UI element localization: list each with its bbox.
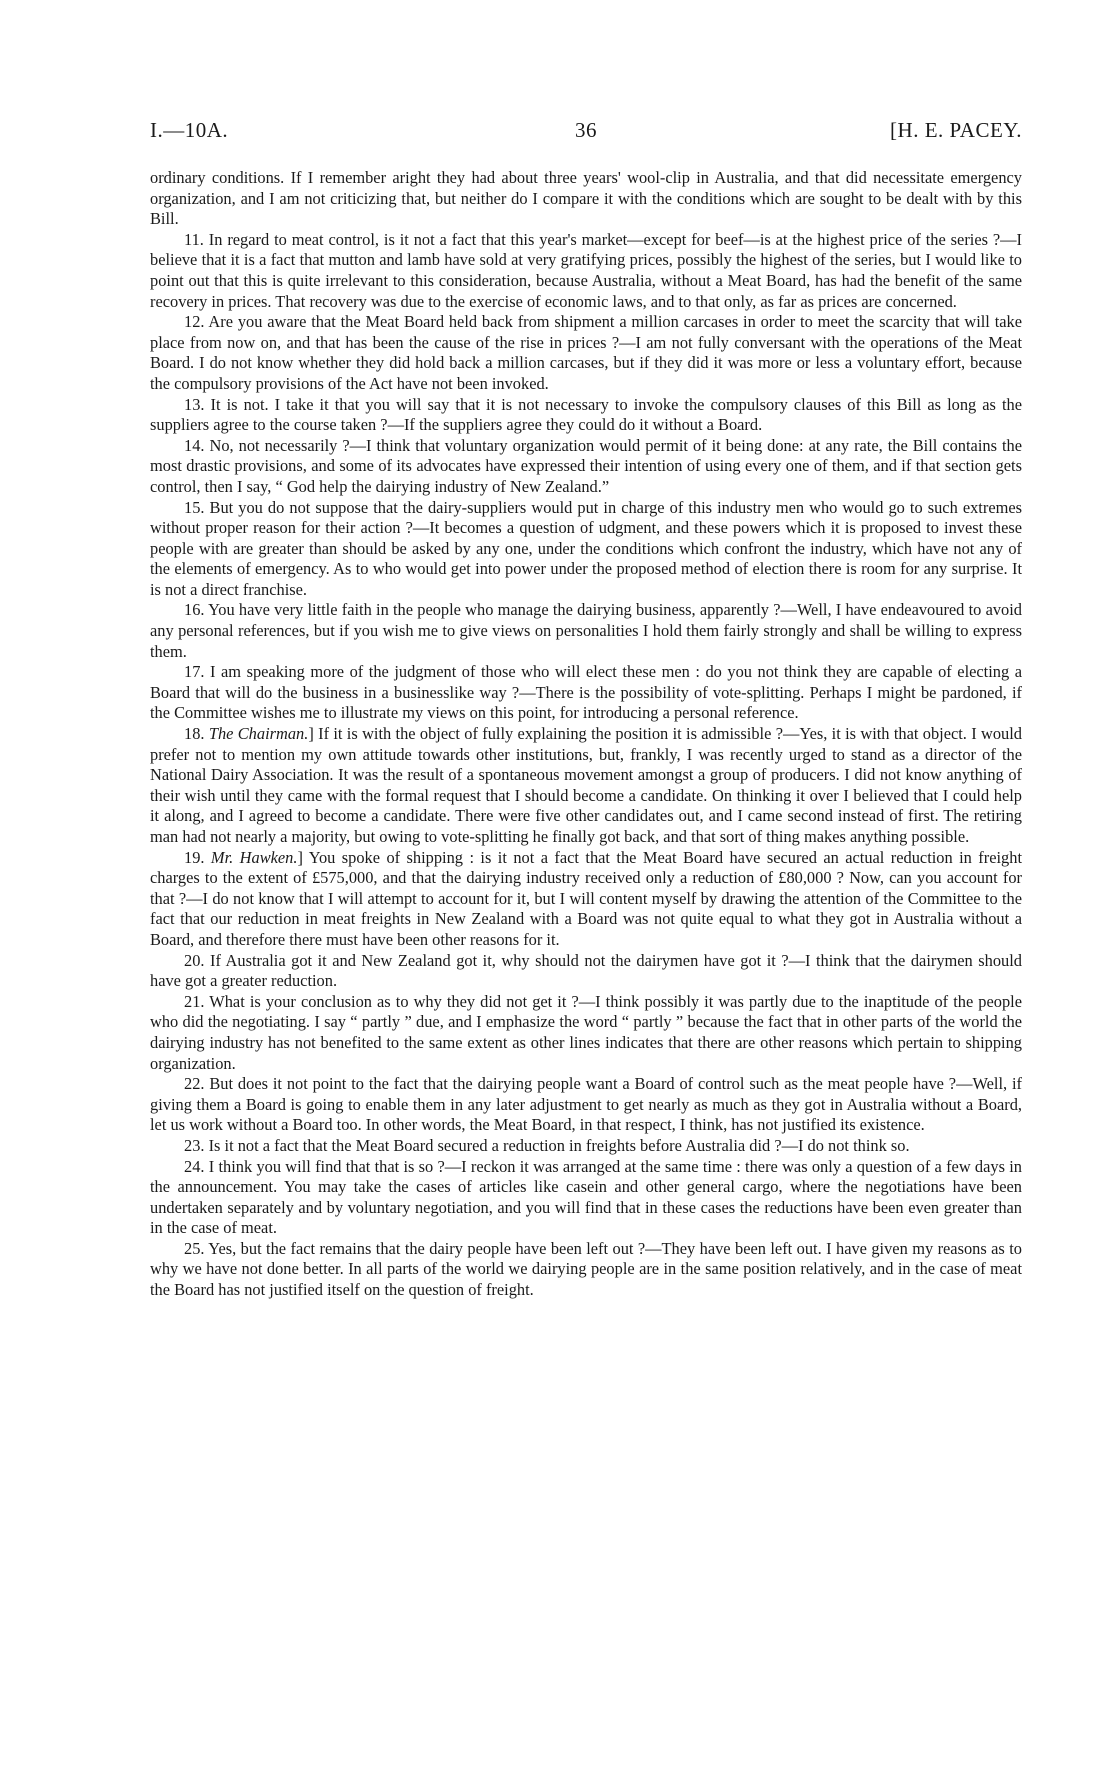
paragraph-text: ] If it is with the object of fully explaining the position it is admissible ?—Yes, it is with that object. I would prefer not to mention my own attitude towards other institutions, but, frankly, I was recently urged to stand as a director of the National Dairy Association. It was the result of a spontaneous movement amongst a group of producers. I did not know anything of their wish until they came with the formal request that I should become a candidate. On thinking it over I believed that I could help it along, and I agreed to become a candidate. There were five other candidates out, and I came second instead of first. The retiring man had not nearly a majority, but owing to vote-splitting he finally got back, and that sort of thing makes anything possible.: [150, 724, 1022, 846]
paragraph-text: 16. You have very little faith in the people who manage the dairying business, apparently ?—Well, I have endeavoured to avoid any personal references, but if you wish me to give views on personalities I hold them fairly strongly and shall be willing to express them.: [150, 600, 1022, 661]
paragraph-text: 20. If Australia got it and New Zealand got it, why should not the dairymen have got it ?—I think that the dairymen should have got a greater reduction.: [150, 950, 1022, 991]
paragraph-text: 13. It is not. I take it that you will say that it is not necessary to invoke the compulsory clauses of this Bill as long as the suppliers agree to the course taken ?—If the suppliers agree they could do it without a Board.: [150, 394, 1022, 435]
question-25: [150, 1239, 1022, 1301]
question-24: [150, 1157, 1022, 1239]
question-12: [150, 312, 1022, 394]
question-13: [150, 395, 1022, 436]
speaker-name: Mr. Hawken.: [210, 847, 298, 867]
question-22: [150, 1074, 1022, 1136]
question-18: [150, 724, 1022, 848]
question-number: 18.: [184, 724, 209, 744]
question-11: [150, 230, 1022, 312]
question-21: [150, 992, 1022, 1074]
question-14: [150, 436, 1022, 498]
paragraph-text: 24. I think you will find that that is so ?—I reckon it was arranged at the same time : there was only a question of a few days in the announcement. You may take the cases of articles like casein and other general cargo, where the negotiations have been undertaken separately and by voluntary negotiation, and you will find that in these cases the reductions have been even greater than in the case of meat.: [150, 1156, 1022, 1238]
question-19: [150, 848, 1022, 951]
paragraph-text: ] You spoke of shipping : is it not a fact that the Meat Board have secured an actual reduction in freight charges to the extent of £575,000, and that the dairying industry received only a reduction of £80,000 ? Now, can you account for that ?—I do not know that I will attempt to account for it, but I will content myself by drawing the attention of the Committee to the fact that our reduction in meat freights in New Zealand with a Board was not quite equal to what they got in Australia without a Board, and therefore there must have been other reasons for it.: [150, 847, 1022, 949]
question-20: [150, 951, 1022, 992]
paragraph-text: 21. What is your conclusion as to why they did not get it ?—I think possibly it was partly due to the inaptitude of the people who did the negotiating. I say “ partly ” due, and I emphasize the word “ partly ” because the fact that in other parts of the world the dairying industry has not benefited to the same extent as other lines indicates that there are other reasons which pertain to shipping organization.: [150, 991, 1022, 1073]
speaker-name: The Chairman.: [208, 724, 309, 744]
document-body: [150, 168, 1022, 1301]
question-23: [150, 1136, 1022, 1157]
paragraph-text: ordinary conditions. If I remember aright they had about three years' wool-clip in Australia, and that did necessitate emergency organization, and I am not criticizing that, but neither do I compare it with the conditions which are sought to be dealt with by this Bill.: [150, 168, 1022, 229]
page-number: 36: [575, 118, 597, 142]
question-16: [150, 600, 1022, 662]
paragraph-continued: [150, 168, 1022, 230]
question-15: [150, 498, 1022, 601]
page-header: [150, 118, 1022, 148]
witness-name: [H. E. PACEY.: [890, 118, 1022, 142]
paper-reference: I.—10A.: [150, 118, 229, 142]
paragraph-text: 15. But you do not suppose that the dairy-suppliers would put in charge of this industry men who would go to such extremes without proper reason for their action ?—It becomes a question of udgment, and these powers which it is proposed to invest these people with are greater than should be asked by any one, under the conditions which confront the industry, which have not any of the elements of emergency. As to who would get into power under the proposed method of election there is room for any surprise. It is not a direct franchise.: [150, 497, 1022, 599]
paragraph-text: 14. No, not necessarily ?—I think that voluntary organization would permit of it being done: at any rate, the Bill contains the most drastic provisions, and some of its advocates have expressed their intention of using every one of them, and if that section gets control, then I say, “ God help the dairying industry of New Zealand.”: [150, 435, 1022, 496]
paragraph-text: 23. Is it not a fact that the Meat Board secured a reduction in freights before Australia did ?—I do not think so.: [184, 1135, 910, 1155]
question-17: [150, 662, 1022, 724]
paragraph-text: 22. But does it not point to the fact that the dairying people want a Board of control such as the meat people have ?—Well, if giving them a Board is going to enable them in any later adjustment to get nearly as much as they got in Australia without a Board, let us work without a Board too. In other words, the Meat Board, in that respect, I think, has not justified its existence.: [150, 1074, 1022, 1135]
paragraph-text: 17. I am speaking more of the judgment of those who will elect these men : do you not think they are capable of electing a Board that will do the business in a businesslike way ?—There is the possibility of vote-splitting. Perhaps I might be pardoned, if the Committee wishes me to illustrate my views on this point, for introducing a personal reference.: [150, 662, 1022, 723]
question-number: 19.: [184, 847, 211, 867]
paragraph-text: 11. In regard to meat control, is it not a fact that this year's market—except for beef—is at the highest price of the series ?—I believe that it is a fact that mutton and lamb have sold at very gratifying prices, possibly the highest of the series, but I would like to point out that this is quite irrelevant to this consideration, because Australia, without a Meat Board, has had the benefit of the same recovery in prices. That recovery was due to the exercise of economic laws, and to that only, as far as prices are concerned.: [150, 229, 1022, 311]
paragraph-text: 25. Yes, but the fact remains that the dairy people have been left out ?—They have been left out. I have given my reasons as to why we have not done better. In all parts of the world we dairying people are in the same position relatively, and in the case of meat the Board has not justified itself on the question of freight.: [150, 1238, 1022, 1300]
paragraph-text: 12. Are you aware that the Meat Board held back from shipment a million carcases in order to meet the scarcity that will take place from now on, and that has been the cause of the rise in prices ?—I am not fully conversant with the operations of the Meat Board. I do not know whether they did hold back a million carcases, but if they did it was more or less a voluntary effort, because the compulsory provisions of the Act have not been invoked.: [150, 312, 1022, 393]
